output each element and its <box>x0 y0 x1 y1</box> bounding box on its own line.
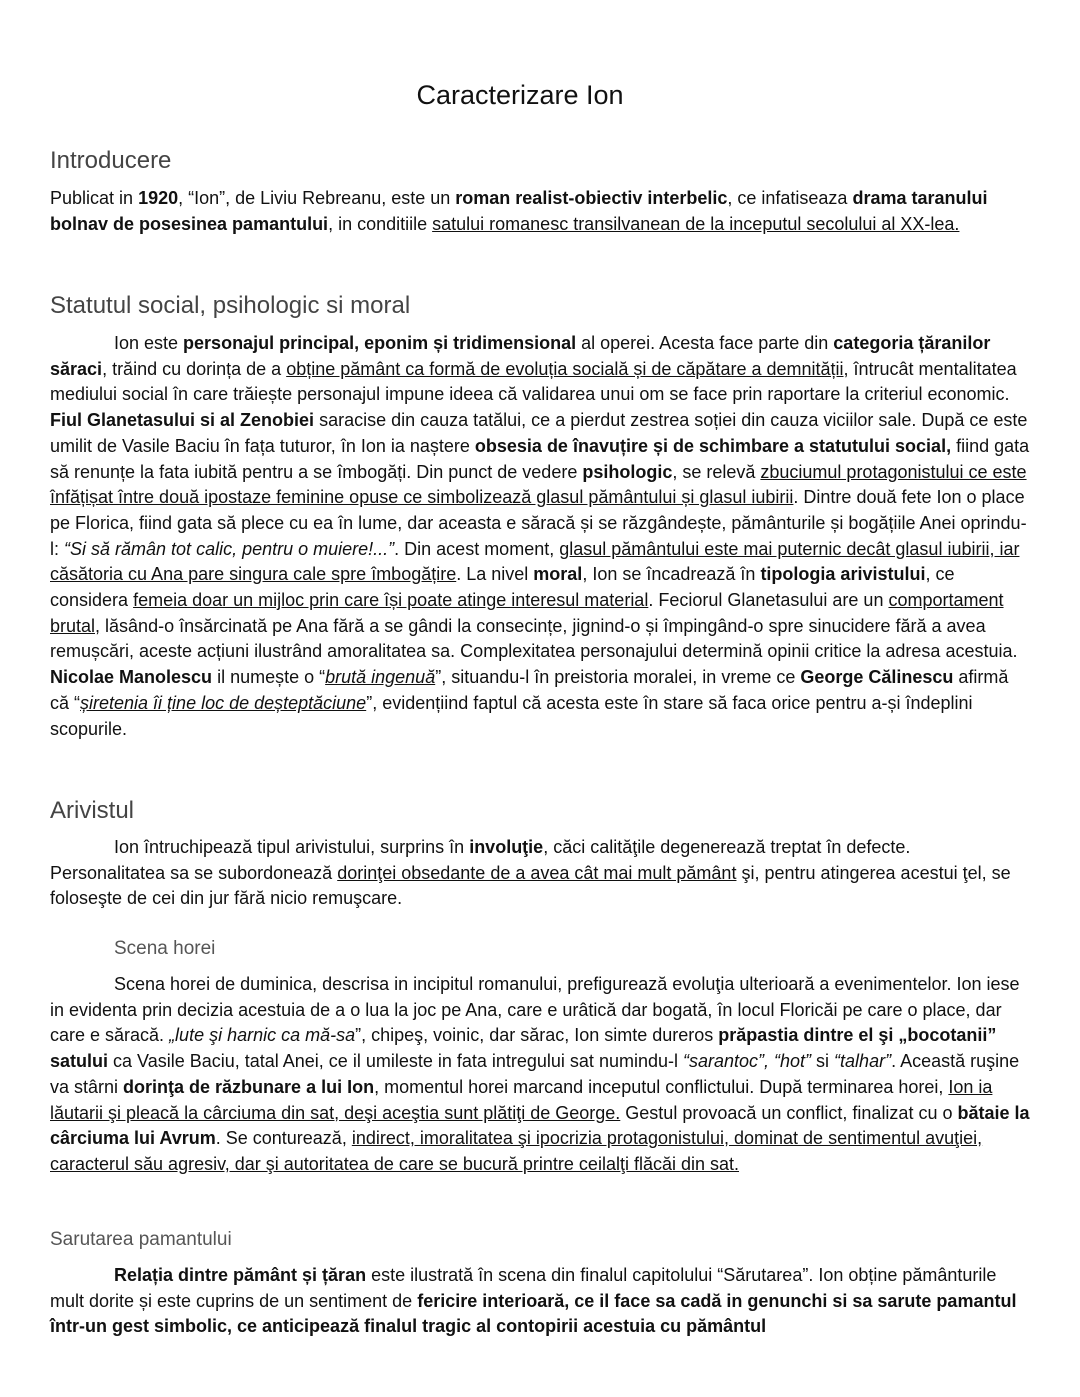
text-run: „lute şi harnic ca mă-sa <box>169 1025 356 1046</box>
text-run: obsesia de înavuțire și de schimbare a statutului social, <box>474 435 952 456</box>
paragraph-sarutarea <box>50 1263 1030 1340</box>
text-run: Scena horei de duminica, descrisa in incipitul romanului, prefigurează evoluţia ulterioară a evenimentelor. Ion iese in evidenta prin decizia acestuia de a o lua la joc pe Ana, care e urâtică dar bogată, în locul Floricăi pe care o place, dar care e săracă. <box>50 974 1020 1046</box>
subheading-scena-horei: Scena horei <box>114 938 216 959</box>
document-title: Caracterizare Ion <box>416 80 624 110</box>
text-run: comportament brutal, <box>50 590 1004 636</box>
text-run: Publicat in <box>50 188 139 208</box>
text-run: Ion ia lăutarii şi pleacă la cârciuma din sat, deşi aceştia sunt plătiţi de George. <box>50 1076 993 1123</box>
text-run: 1920 <box>138 188 179 208</box>
text-run: șiretenia îi ține loc de deșteptăciune <box>80 692 367 713</box>
text-run: ”, situandu-l în preistoria moralei, in vreme ce <box>435 667 801 688</box>
text-run: psihologic <box>582 461 673 482</box>
text-run: . La nivel <box>456 564 534 585</box>
text-run: . Dintre două fete Ion o place pe Florica, fiind gata să plece cu ea în lume, dar aceasta e săracă și se răzgândește, pământurile și bogățiile Anei oprindu-l: <box>50 487 1027 559</box>
text-run: , ce infatiseaza <box>727 188 853 208</box>
text-run: . Feciorul Glanetasului are un <box>648 590 889 611</box>
paragraph-introducere <box>50 186 1030 237</box>
text-run: “talhar” <box>834 1051 892 1072</box>
text-run: . Din acest moment, <box>394 538 560 559</box>
text-run: afirmă că “ <box>50 667 1009 713</box>
text-run: , “Ion”, de Liviu Rebreanu, este un <box>178 188 456 208</box>
text-run: lăsând-o însărcinată pe Ana fără a se gândi la consecințe, jignind-o și împingând-o spre sinucidere fără a avea remușcări, aceste acțiuni ilustrând amoralitatea sa. Complexitatea personajului determină opinii critice la adresa acestuia. <box>50 615 1018 662</box>
text-run: George Călinescu <box>800 667 954 688</box>
text-run: Gestul provoacă un conflict, finalizat cu o <box>620 1102 958 1123</box>
text-run: satului romanesc transilvanean de la inceputul secolului al XX-lea. <box>432 213 960 234</box>
paragraph-statutul <box>50 331 1030 742</box>
heading-arivistul: Arivistul <box>50 797 135 824</box>
text-run: bătaie la cârciuma lui Avrum <box>50 1102 1030 1149</box>
text-run: prăpastia dintre el şi „bocotanii” satului <box>50 1025 997 1072</box>
text-run: , momentul horei marcand inceputul conflictului. După terminarea horei, <box>374 1076 949 1097</box>
text-run: “Si să rămân tot calic, pentru o muiere!...” <box>64 538 395 559</box>
text-run: drama taranului bolnav de posesinea pamantului <box>50 188 988 234</box>
text-run: fiind gata să renunțe la fata iubită pentru a se îmbogăți. Din punct de vedere <box>50 435 1030 482</box>
text-run: Relația dintre pământ și țăran <box>114 1265 367 1285</box>
text-run: ca Vasile Baciu, tatal Anei, ce il umileste in fata intregului sat numindu-l <box>108 1051 683 1072</box>
text-run: , Ion se încadrează în <box>582 564 761 585</box>
text-run: moral <box>533 564 583 585</box>
text-run: dorinţa de răzbunare a lui Ion <box>123 1076 375 1097</box>
text-run: ”, evidențiind faptul că acesta este în stare să faca orice pentru a-și îndeplini scopurile. <box>50 692 973 739</box>
paragraph-arivistul <box>50 835 1030 912</box>
text-run: Nicolae Manolescu <box>50 667 213 688</box>
text-run: tipologia arivistului <box>760 564 926 585</box>
text-run: si <box>811 1051 835 1072</box>
text-run: femeia doar un mijloc prin care își poate atinge interesul material <box>133 590 649 611</box>
text-run: obține pământ ca formă de evoluția socială și de căpătare a demnității <box>286 358 844 379</box>
text-run: Fiul Glanetasului si al Zenobiei <box>50 410 315 431</box>
text-run: , in conditiile <box>328 213 433 234</box>
subheading-sarutarea: Sarutarea pamantului <box>50 1229 232 1250</box>
text-run: , întrucât mentalitatea mediului social în care trăiește personajul impune ideea că validarea unui om se face prin raportare la criteriul economic. <box>50 358 1017 405</box>
text-run: zbuciumul protagonistului ce este înfățișat între două ipostaze feminine opuse ce simbolizează glasul pământului și glasul iubirii <box>50 461 1027 508</box>
text-run: Ion întruchipează tipul arivistului, surprins în <box>114 837 470 857</box>
text-run: al operei. Acesta face parte din <box>576 333 834 353</box>
text-run: brută ingenuă <box>325 667 436 688</box>
text-run: . Această ruşine va stârni <box>50 1051 1020 1097</box>
text-run: involuţie <box>469 837 544 857</box>
heading-statutul: Statutul social, psihologic si moral <box>50 292 411 319</box>
text-run: personajul principal, eponim și tridimensional <box>183 333 577 353</box>
text-run: indirect, imoralitatea şi ipocrizia protagonistului, dominat de sentimentul avuţiei, caracterul său agresiv, dar şi autoritatea de care se bucură printre ceilalţi flăcăi din sat. <box>50 1128 983 1174</box>
text-run: fericire interioară, ce il face sa cadă in genunchi si sa sarute pamantul într-un gest simbolic, ce anticipează finalul tragic al contopirii acestuia cu pământul <box>50 1290 1017 1337</box>
text-run: “sarantoc”, “hot” <box>682 1051 812 1072</box>
text-run: . Se conturează, <box>215 1128 352 1149</box>
text-run: şi, pentru atingerea acestui ţel, se foloseşte de cei din jur fără nicio remuşcare. <box>50 862 1011 909</box>
text-run: il numește o “ <box>212 667 326 688</box>
text-run: glasul pământului este mai puternic decât glasul iubirii, iar căsătoria cu Ana pare singura cale spre îmbogățire <box>50 538 1020 585</box>
text-run: , ce considera <box>50 564 955 611</box>
text-run: Ion este <box>114 333 184 353</box>
text-run: este ilustrată în scena din finalul capitolului “Sărutarea”. Ion obține pământurile mult dorite și este cuprins de un sentiment de <box>50 1265 997 1311</box>
text-run: , căci calităţile degenerează treptat în defecte. Personalitatea sa se subordonează <box>50 837 911 883</box>
text-run: , se relevă <box>672 461 761 482</box>
text-run: , trăind cu dorința de a <box>102 358 287 379</box>
text-run: ”, chipeş, voinic, dar sărac, Ion simte dureros <box>355 1025 719 1046</box>
heading-introducere: Introducere <box>50 147 172 174</box>
text-run: dorinţei obsedante de a avea cât mai mult pământ <box>337 862 737 883</box>
text-run: categoria țăranilor săraci <box>50 333 991 379</box>
paragraph-scena-horei <box>50 972 1030 1178</box>
text-run: saracise din cauza tatălui, ce a pierdut zestrea soției din cauza viciilor sale. După ce este umilit de Vasile Baciu în fața tuturor, în Ion ia naștere <box>50 410 1028 456</box>
text-run: roman realist-obiectiv interbelic <box>455 188 728 208</box>
